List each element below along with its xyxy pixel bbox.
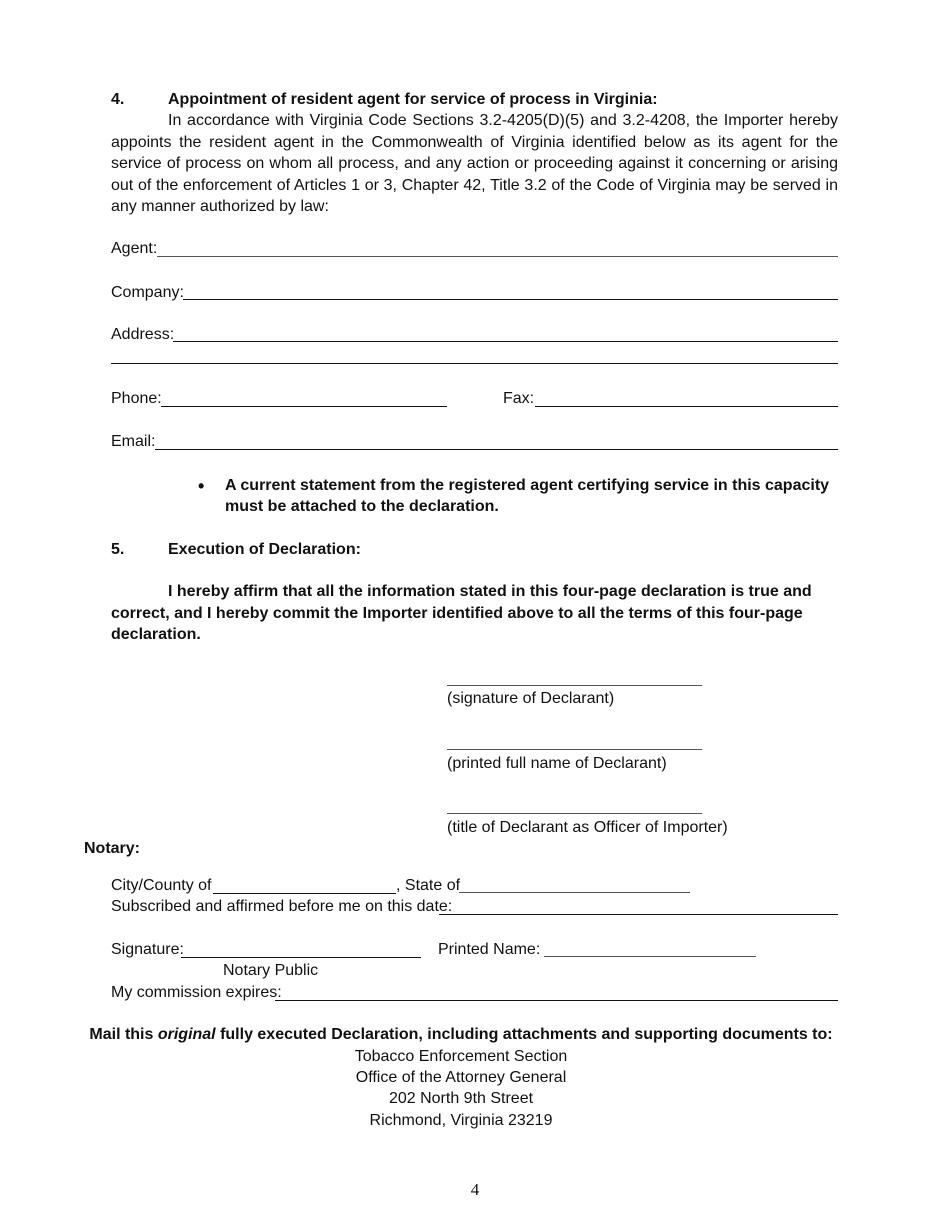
- commission-input-line[interactable]: [275, 1000, 838, 1001]
- title-line[interactable]: [447, 813, 702, 814]
- affirmation-line-1: I hereby affirm that all the information stated in this four-page declaration is true and: [168, 583, 812, 600]
- address-input-line[interactable]: [173, 341, 838, 342]
- agent-label: Agent:: [111, 240, 158, 257]
- printed-name-line[interactable]: [447, 749, 702, 750]
- notary-signature-label: Signature:: [111, 941, 184, 958]
- mail-address-line-2: Office of the Attorney General: [355, 1069, 567, 1086]
- commission-label: My commission expires:: [111, 984, 282, 1001]
- section-4-paragraph: In accordance with Virginia Code Sections 3.2-4205(D)(5) and 3.2-4208, the Importer hereby appoints the resident agent in the Commonwealth of Virginia identified below as its agent for the service of process on whom all process, and any action or proceeding against it concerning or arising out of the enforcement of Articles 1 or 3, Chapter 42, Title 3.2 of the Code of Virginia may be served in any manner authorized by law:: [111, 112, 838, 215]
- printed-name-caption: (printed full name of Declarant): [447, 755, 667, 772]
- address-second-line[interactable]: [111, 363, 838, 364]
- city-county-label: City/County of: [111, 877, 212, 894]
- affirmation-line-2: correct, and I hereby commit the Importer identified above to all the terms of this four-page: [111, 605, 803, 622]
- mail-address-line-4: Richmond, Virginia 23219: [369, 1112, 553, 1129]
- bullet-icon: •: [198, 476, 205, 496]
- notary-printed-name-label: Printed Name:: [438, 941, 541, 958]
- fax-label: Fax:: [503, 390, 535, 407]
- section-5-number: 5.: [111, 541, 125, 558]
- mail-address-line-1: Tobacco Enforcement Section: [354, 1048, 568, 1065]
- email-label: Email:: [111, 433, 156, 450]
- city-county-input-line[interactable]: [213, 893, 396, 894]
- section-4-heading: Appointment of resident agent for service of process in Virginia:: [168, 91, 658, 108]
- address-label: Address:: [111, 326, 175, 343]
- phone-input-line[interactable]: [161, 406, 447, 407]
- section-4-number: 4.: [111, 91, 125, 108]
- state-of-label: , State of: [396, 877, 461, 894]
- signature-line[interactable]: [447, 685, 702, 686]
- agent-input-line[interactable]: [157, 256, 838, 257]
- phone-label: Phone:: [111, 390, 162, 407]
- fax-input-line[interactable]: [535, 406, 838, 407]
- bullet-text-line-2: must be attached to the declaration.: [225, 498, 499, 515]
- mail-post: fully executed Declaration, including attachments and supporting documents to:: [215, 1026, 833, 1043]
- mail-instructions: [0, 1026, 922, 1044]
- affirmation-line-3: declaration.: [111, 626, 201, 643]
- section-5-heading: Execution of Declaration:: [168, 541, 361, 558]
- signature-caption: (signature of Declarant): [447, 690, 615, 707]
- page-number: 4: [470, 1180, 480, 1199]
- company-input-line[interactable]: [183, 299, 838, 300]
- notary-heading: Notary:: [84, 840, 141, 857]
- notary-printed-name-line[interactable]: [544, 956, 756, 957]
- email-input-line[interactable]: [155, 449, 838, 450]
- company-label: Company:: [111, 284, 184, 301]
- notary-public-caption: Notary Public: [223, 962, 319, 979]
- title-caption: (title of Declarant as Officer of Importer): [447, 819, 728, 836]
- mail-address-line-3: 202 North 9th Street: [388, 1090, 534, 1107]
- subscribed-date-line[interactable]: [439, 914, 838, 915]
- notary-signature-line[interactable]: [181, 957, 421, 958]
- state-input-line[interactable]: [459, 892, 690, 893]
- bullet-text-line-1: A current statement from the registered agent certifying service in this capacity: [225, 477, 830, 494]
- subscribed-label: Subscribed and affirmed before me on this date:: [111, 898, 453, 915]
- mail-pre: Mail this: [89, 1026, 158, 1043]
- mail-emphasis: original: [157, 1026, 216, 1043]
